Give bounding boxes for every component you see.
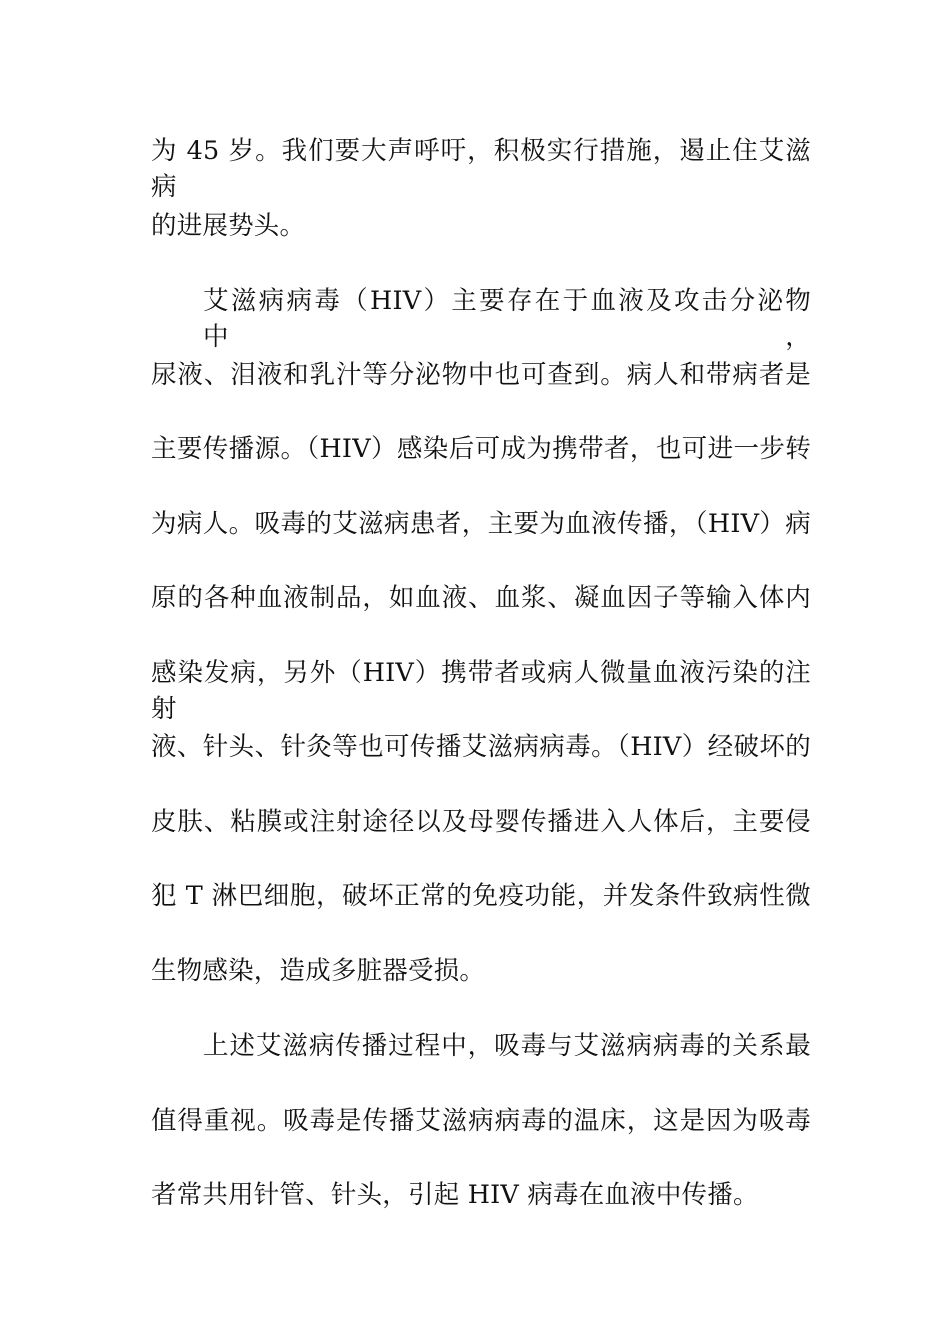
text-line: 感染发病，另外（HIV）携带者或病人微量血液污染的注射 xyxy=(151,658,811,724)
text-line: 皮肤、粘膜或注射途径以及母婴传播进入人体后，主要侵 xyxy=(151,807,811,837)
text-line: 原的各种血液制品，如血液、血浆、凝血因子等输入体内 xyxy=(151,583,811,613)
text-line: 者常共用针管、针头，引起 HIV 病毒在血液中传播。 xyxy=(151,1180,759,1210)
text-line: 液、针头、针灸等也可传播艾滋病病毒。（HIV）经破坏的 xyxy=(151,732,811,762)
text-line: 为 45 岁。我们要大声呼吁，积极实行措施，遏止住艾滋病 xyxy=(151,136,811,202)
text-line: 犯 T 淋巴细胞，破坏正常的免疫功能，并发条件致病性微 xyxy=(151,881,811,911)
text-line: 生物感染，造成多脏器受损。 xyxy=(151,956,486,986)
text-line: 值得重视。吸毒是传播艾滋病病毒的温床，这是因为吸毒 xyxy=(151,1106,811,1136)
paragraph-first-line: 艾滋病病毒（HIV）主要存在于血液及攻击分泌物中， xyxy=(203,286,811,352)
text-line: 的进展势头。 xyxy=(151,211,306,241)
text-line: 为病人。吸毒的艾滋病患者，主要为血液传播，（HIV）病 xyxy=(151,509,811,539)
text-line: 尿液、泪液和乳汁等分泌物中也可查到。病人和带病者是 xyxy=(151,360,811,390)
text-line: 主要传播源。（HIV）感染后可成为携带者，也可进一步转 xyxy=(151,434,811,464)
paragraph-first-line: 上述艾滋病传播过程中，吸毒与艾滋病病毒的关系最 xyxy=(203,1031,811,1061)
